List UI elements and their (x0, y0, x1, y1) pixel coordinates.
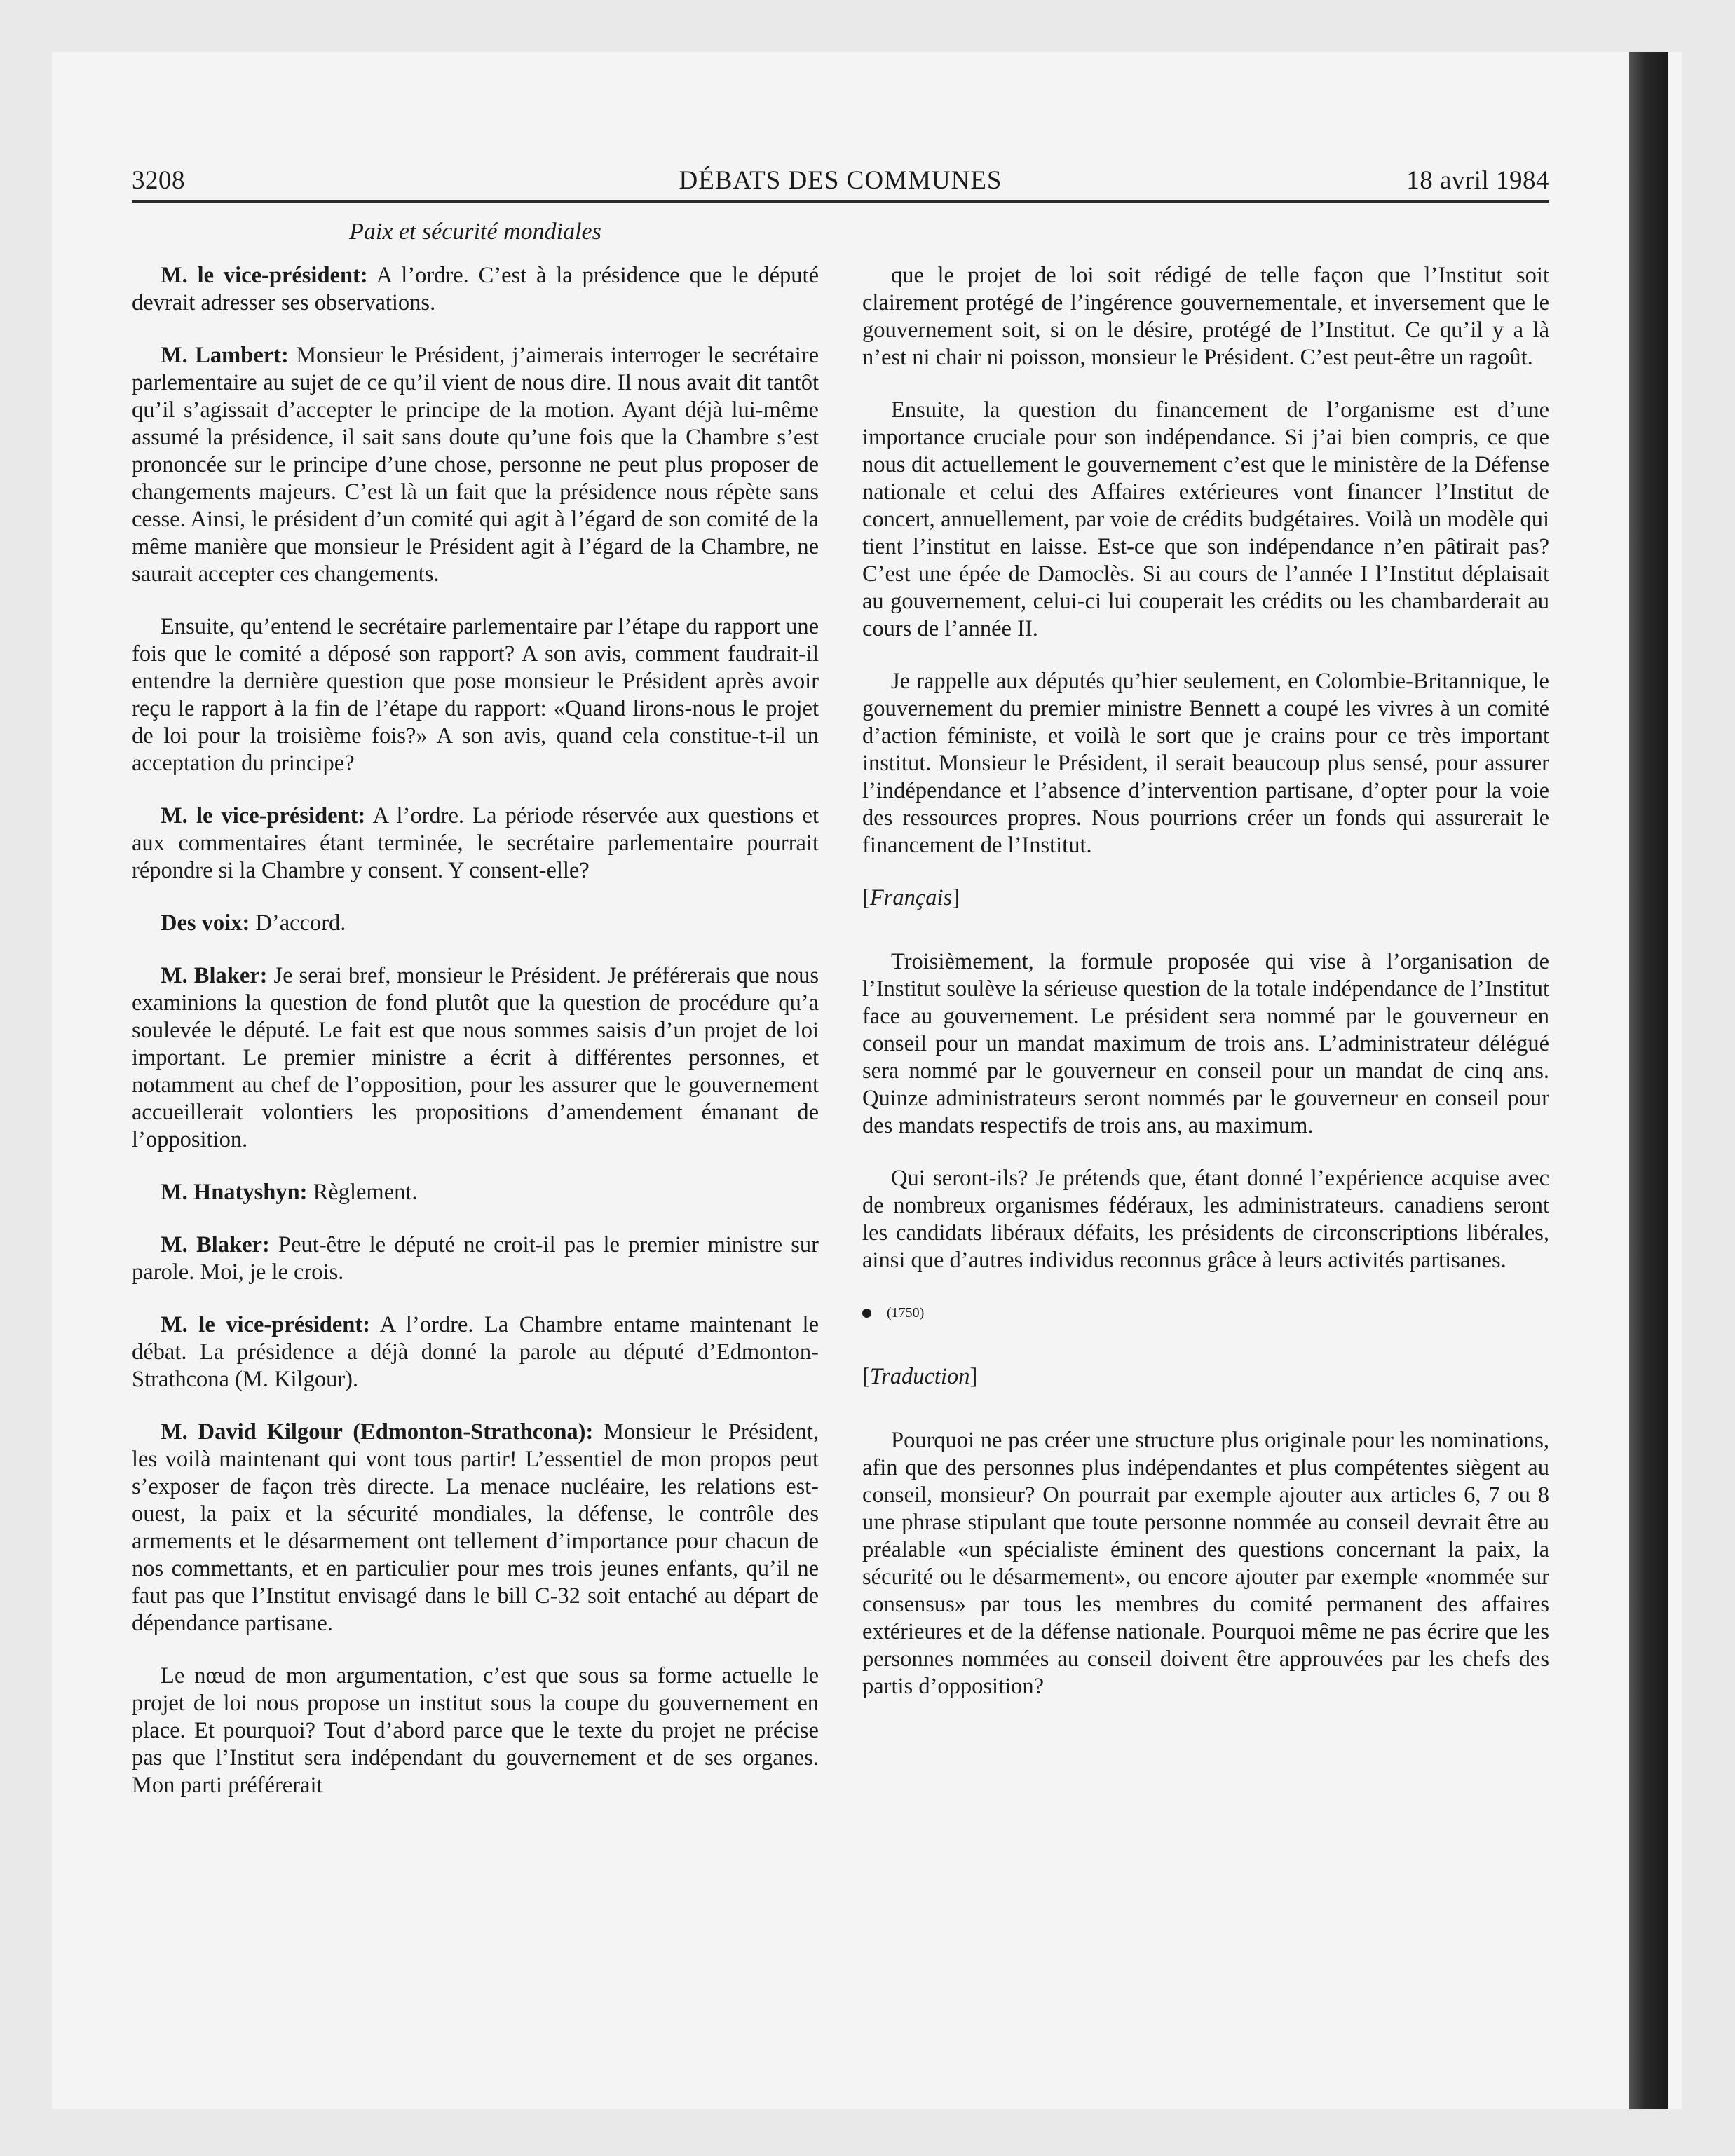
language-tag-text: Traduction (869, 1364, 970, 1389)
paragraph (132, 1311, 819, 1393)
paragraph: que le projet de loi soit rédigé de telle façon que l’Institut soit clairement protégé de l’ingérence gouvernementale, et inversement que le gouvernement soit, si on le désire, protégé de l’Institut. Ce qu’il y a là n’est ni chair ni poisson, monsieur le Président. C’est peut-être un ragoût. (862, 263, 1549, 370)
header-rule (132, 200, 1549, 203)
time-marker (862, 1299, 1549, 1327)
paragraph (132, 803, 819, 885)
paragraph: Je rappelle aux députés qu’hier seulement, en Colombie-Britannique, le gouvernement du premier ministre Bennett a coupé les vivres à un comité d’action féministe, et voilà le sort que je crains pour ce très important institut. Monsieur le Président, il serait beaucoup plus sensé, pour assurer l’indépendance et l’absence d’intervention partisane, d’opter pour la voie des ressources propres. Nous pourrions créer un fonds qui assurerait le financement de l’Institut. (862, 669, 1549, 858)
paragraph (132, 1663, 819, 1799)
paragraph: Troisièmement, la formule proposée qui vise à l’organisation de l’Institut soulève la sérieuse question de la totale indépendance de l’Institut face au gouvernement. Le président sera nommé par le gouverneur en conseil pour un mandat maximum de trois ans. L’administrateur délégué sera nommé par le gouverneur en conseil pour un mandat de cinq ans. Quinze administrateurs seront nommés par le gouverneur en conseil pour des mandats respectifs de trois ans, au maximum. (862, 949, 1549, 1138)
left-column (132, 262, 819, 1824)
paragraph (132, 262, 819, 317)
right-column (862, 262, 1549, 1726)
paragraph: Ensuite, la question du financement de l’organisme est d’une importance cruciale pour son indépendance. Si j’ai bien compris, ce que nous dit actuellement le gouvernement c’est que le ministère de la Défense nationale et celui des Affaires extérieures vont financer l’Institut de concert, annuellement, par voie de crédits budgétaires. Voilà un modèle qui tient l’institut en laisse. Est-ce que son indépendance n’en pâtirait pas? C’est une épée de Damoclès. Si au cours de l’année I l’Institut déplaisait au gouvernement, celui-ci lui couperait les crédits ou les chambarderait au cours de l’année II. (862, 397, 1549, 641)
paragraph: Qui seront-ils? Je prétends que, étant donné l’expérience acquise avec de nombreux organismes fédéraux, les administrateurs. canadiens seront les candidats libéraux défaits, les présidents de circonscriptions libérales, ainsi que d’autres individus reconnus grâce à leurs activités partisanes. (862, 1166, 1549, 1273)
language-tag-text: Français (869, 885, 953, 910)
page-number: 3208 (132, 166, 185, 195)
speaker-name: M. le vice-président: (161, 803, 366, 828)
speaker-name: M. Hnatyshyn: (161, 1180, 308, 1205)
paragraph: Pourquoi ne pas créer une structure plus originale pour les nominations, afin que des personnes plus indépendantes et plus compétentes siègent au conseil, monsieur? On pourrait par exemple ajouter aux articles 6, 7 ou 8 une phrase stipulant que toute personne nommée au conseil devrait être au préalable «un spécialiste éminent des questions concernant la paix, la sécurité ou le désarmement», ou encore ajouter par exemple «nommée sur consensus» par tous les membres du comité permanent des affaires extérieures et de la défense nationale. Pourquoi même ne pas écrire que les personnes nommées au conseil doivent être approuvées par les chefs des partis d’opposition? (862, 1428, 1549, 1699)
paragraph (132, 1419, 819, 1637)
speaker-name: M. le vice-président: (161, 1312, 371, 1337)
speaker-name: M. le vice-président: (161, 263, 368, 288)
running-header (132, 165, 1549, 200)
language-tag-traduction: [Traduction] (862, 1364, 978, 1389)
speech-text: Règlement. (307, 1180, 418, 1205)
speech-text: Ensuite, qu’entend le secrétaire parlementaire par l’étape du rapport une fois que le comité a déposé son rapport? A son avis, comment faudrait-il entendre la dernière question que pose monsieur le Président après avoir reçu le rapport à la fin de l’étape du rapport: «Quand lirons-nous le projet de loi pour la troisième fois?» A son avis, quand cela constitue-t-il un acceptation du principe? (132, 614, 819, 776)
speaker-name: M. Blaker: (161, 1232, 270, 1257)
speech-text: A l’ordre. La période réservée aux questions et aux commentaires étant terminée, le secrétaire parlementaire pourrait répondre si la Chambre y consent. Y consent-elle? (132, 803, 819, 883)
paragraph (132, 910, 819, 937)
speaker-name: M. David Kilgour (Edmonton-Strathcona): (161, 1419, 594, 1445)
speaker-name: M. Lambert: (161, 343, 289, 368)
speech-text: Monsieur le Président, j’aimerais interroger le secrétaire parlementaire au sujet de ce qu’il vient de nous dire. Il nous avait dit tantôt qu’il s’agissait d’accepter le principe de la motion. Ayant déjà lui-même assumé la présidence, il sait sans doute qu’une fois que la Chambre s’est prononcée sur le principe d’une chose, personne ne peut plus proposer de changements majeurs. C’est là un fait que la présidence nous répète sans cesse. Ainsi, le président d’un comité qui agit à l’égard de son comité de la même manière que monsieur le Président agit à l’égard de la Chambre, ne saurait accepter ces changements. (132, 343, 819, 587)
publication-date: 18 avril 1984 (1406, 166, 1549, 195)
speech-text: Le nœud de mon argumentation, c’est que sous sa forme actuelle le projet de loi nous propose un institut sous la coupe du gouvernement en place. Et pourquoi? Tout d’abord parce que le texte du projet ne précise pas que l’Institut sera indépendant du gouvernement et de ses organes. Mon parti préférerait (132, 1663, 819, 1798)
speech-text: Monsieur le Président, les voilà maintenant qui vont tous partir! L’essentiel de mon propos peut s’exposer de façon très directe. La menace nucléaire, les relations est-ouest, la paix et la sécurité mondiales, la défense, le contrôle des armements et le désarmement ont tellement d’importance pour chacun de nos commettants, et en particulier pour mes trois jeunes enfants, qu’il ne faut pas que l’Institut envisagé dans le bill C-32 soit entaché au départ de dépendance partisane. (132, 1419, 819, 1636)
publication-title: DÉBATS DES COMMUNES (679, 166, 1002, 195)
speech-text: A l’ordre. C’est à la présidence que le député devrait adresser ses observations. (132, 263, 819, 315)
paragraph (132, 342, 819, 588)
paragraph (132, 962, 819, 1154)
book-spine-shadow (1629, 52, 1668, 2109)
paragraph (132, 1231, 819, 1286)
language-tag-francais: [Français] (862, 885, 960, 910)
time-stamp: (1750) (887, 1305, 925, 1321)
bullet-dot-icon (862, 1309, 871, 1318)
paragraph (132, 613, 819, 777)
speech-text: Peut-être le député ne croit-il pas le premier ministre sur parole. Moi, je le crois. (132, 1232, 819, 1285)
speaker-name: Des voix: (161, 910, 250, 936)
paragraph (132, 1179, 819, 1206)
speaker-name: M. Blaker: (161, 963, 268, 988)
speech-text: Je serai bref, monsieur le Président. Je préférerais que nous examinions la question de fond plutôt que la question de procédure qu’a soulevée le député. Le fait est que nous sommes saisis d’un projet de loi important. Le premier ministre a écrit à différentes personnes, et notamment au chef de l’opposition, pour les assurer que le gouvernement accueillerait volontiers les propositions d’amendement émanant de l’opposition. (132, 963, 819, 1152)
speech-text: A l’ordre. La Chambre entame maintenant le débat. La présidence a déjà donné la parole au député d’Edmonton-Strathcona (M. Kilgour). (132, 1312, 819, 1392)
speech-text: D’accord. (250, 910, 346, 936)
section-subheading: Paix et sécurité mondiales (349, 219, 601, 245)
